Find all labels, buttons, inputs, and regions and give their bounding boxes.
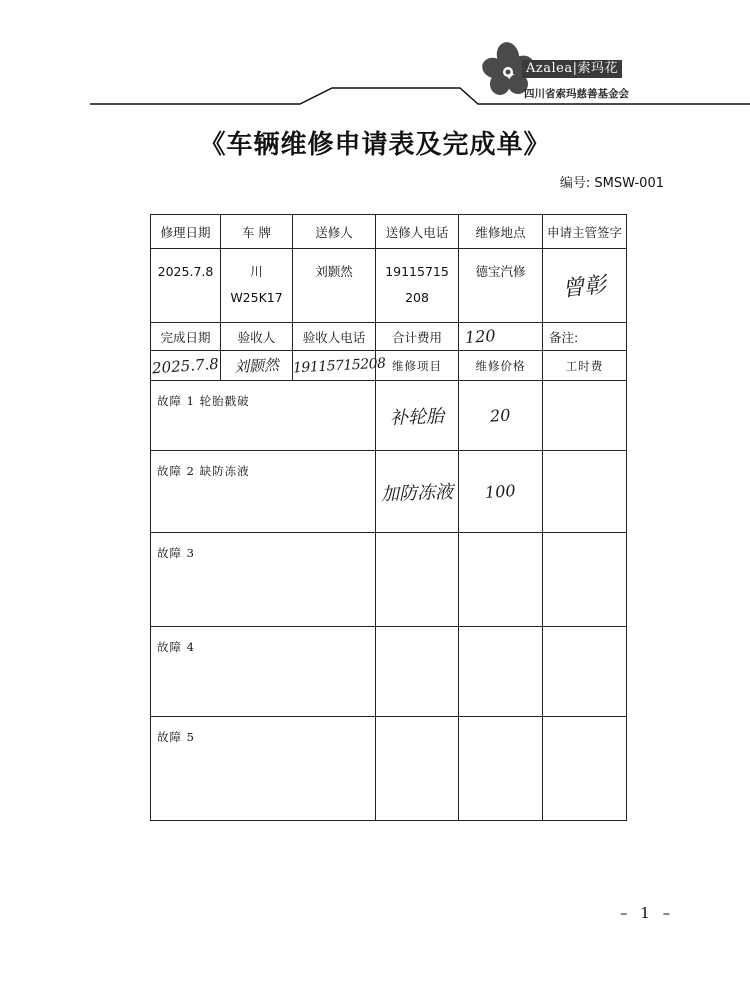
supervisor-signature-cell — [543, 249, 627, 323]
repair-item-cell — [376, 627, 459, 717]
header-divider-line — [0, 80, 750, 120]
fault-label: 故障 4 — [151, 627, 376, 717]
acceptor-phone-value: 19115715208 — [292, 355, 386, 376]
fault-label: 故障 1 轮胎戳破 — [151, 381, 376, 451]
header-row — [151, 215, 627, 249]
header-repair-date: 修理日期 — [151, 215, 221, 249]
repair-item-value: 加防冻液 — [380, 481, 454, 505]
repair-form-table — [150, 214, 627, 821]
fault-label: 故障 5 — [151, 717, 376, 821]
total-cost-cell — [459, 323, 543, 351]
header-total-cost: 合计费用 — [376, 323, 459, 351]
labor-fee-cell — [543, 451, 627, 533]
repair-price-cell — [459, 451, 543, 533]
phone-line-1: 19115715 — [385, 264, 449, 279]
plate-value — [221, 249, 293, 323]
fault-label: 故障 2 缺防冻液 — [151, 451, 376, 533]
completion-header-row — [151, 323, 627, 351]
header-location: 维修地点 — [459, 215, 543, 249]
labor-fee-cell — [543, 533, 627, 627]
form-title: 《车辆维修申请表及完成单》 — [199, 130, 551, 160]
repair-date-value: 2025.7.8 — [151, 249, 221, 323]
location-value: 德宝汽修 — [459, 249, 543, 323]
header-completion-date: 完成日期 — [151, 323, 221, 351]
header-plate: 车 牌 — [221, 215, 293, 249]
header-supervisor-signature: 申请主管签字 — [543, 215, 627, 249]
request-row — [151, 249, 627, 323]
repair-price-value: 20 — [489, 405, 512, 426]
acceptor-phone-cell — [292, 351, 386, 381]
completion-date-value: 2025.7.8 — [151, 354, 220, 377]
fault-row — [151, 533, 627, 627]
header-repair-item: 维修项目 — [376, 351, 459, 381]
repair-price-cell — [459, 533, 543, 627]
repair-item-value: 补轮胎 — [389, 405, 445, 429]
plate-line-1: 川 — [250, 264, 263, 279]
header-acceptor-phone: 验收人电话 — [293, 323, 376, 351]
repair-item-cell — [376, 533, 459, 627]
labor-fee-cell — [543, 717, 627, 821]
fault-label: 故障 3 — [151, 533, 376, 627]
plate-line-2: W25K17 — [230, 290, 283, 305]
phone-line-2: 208 — [405, 290, 429, 305]
total-cost-value: 120 — [464, 325, 497, 348]
header-repair-price: 维修价格 — [459, 351, 543, 381]
header-sender: 送修人 — [293, 215, 376, 249]
fault-row — [151, 451, 627, 533]
fault-row — [151, 381, 627, 451]
sender-phone-value — [376, 249, 459, 323]
repair-price-cell — [459, 717, 543, 821]
form-serial-number: 编号: SMSW-001 — [559, 176, 664, 191]
supervisor-signature: 曾彰 — [561, 272, 608, 303]
labor-fee-cell — [543, 627, 627, 717]
labor-fee-cell — [543, 381, 627, 451]
header-sender-phone: 送修人电话 — [376, 215, 459, 249]
completion-date-cell — [151, 351, 221, 381]
repair-item-cell — [376, 381, 459, 451]
completion-row — [151, 351, 627, 381]
header-labor-fee: 工时费 — [543, 351, 627, 381]
repair-item-cell — [376, 717, 459, 821]
acceptor-signature: 刘颢然 — [233, 355, 280, 377]
fault-row — [151, 627, 627, 717]
repair-price-cell — [459, 381, 543, 451]
sender-value: 刘颢然 — [293, 249, 376, 323]
repair-price-cell — [459, 627, 543, 717]
page-number: – 1 – — [620, 904, 675, 922]
fault-row — [151, 717, 627, 821]
repair-item-cell — [376, 451, 459, 533]
remark-label: 备注: — [543, 323, 627, 351]
acceptor-cell — [221, 351, 293, 381]
repair-price-value: 100 — [484, 480, 517, 503]
logo-org-name: 四川省索玛慈善基金会 — [524, 88, 629, 100]
logo-brand-text: Azalea|索玛花 — [522, 60, 622, 78]
header-acceptor: 验收人 — [221, 323, 293, 351]
